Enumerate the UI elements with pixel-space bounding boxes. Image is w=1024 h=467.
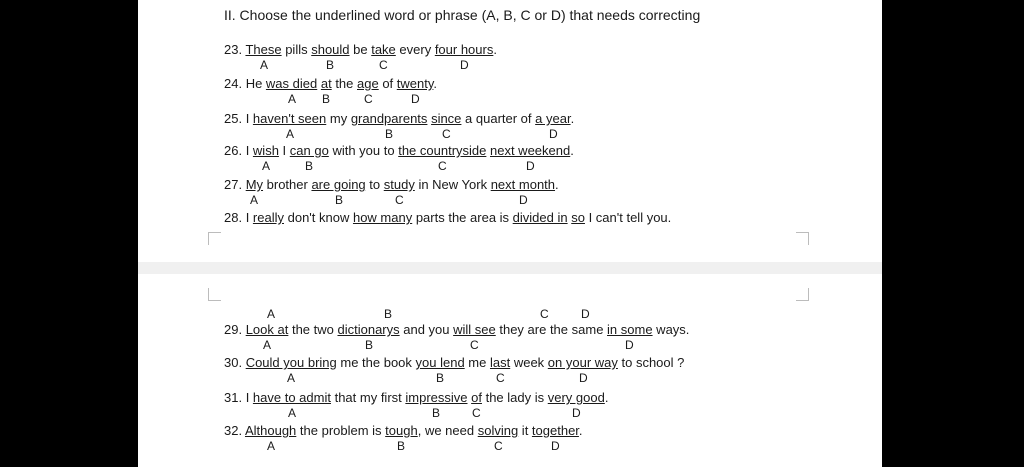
sentence-text: the [331, 76, 357, 91]
option-label: C [470, 338, 479, 352]
question-24 [224, 76, 437, 91]
sentence-text: . [493, 42, 497, 57]
underlined-option: so [571, 210, 585, 225]
sentence-text: I [245, 111, 253, 126]
underlined-option: at [320, 76, 332, 91]
option-label: B [365, 338, 374, 352]
option-label: B [305, 159, 314, 173]
question-number: 27. [224, 177, 246, 192]
underlined-option: a year [535, 111, 571, 126]
exercise-heading: II. Choose the underlined word or phrase (A, B, C or D) that needs correcting [224, 7, 701, 23]
sentence-text: don't know [284, 210, 353, 225]
underlined-option: twenty [396, 76, 434, 91]
option-label: C [438, 159, 447, 173]
underlined-option: Although [244, 423, 297, 438]
option-label: B [335, 193, 344, 207]
question-number: 26. [224, 143, 246, 158]
sentence-text: parts the area is [412, 210, 513, 225]
option-label: D [579, 371, 588, 385]
sentence-text: I [245, 210, 253, 225]
sentence-text: the lady is [481, 390, 548, 405]
underlined-option: together [531, 423, 579, 438]
option-label: D [551, 439, 560, 453]
question-29 [224, 322, 689, 337]
question-number: 28. [224, 210, 246, 225]
page-break [138, 262, 882, 274]
underlined-option: was died [265, 76, 318, 91]
sentence-text: He [245, 76, 266, 91]
underlined-option: dictionarys [337, 322, 400, 337]
sentence-text: , we need [417, 423, 478, 438]
sentence-text: they are the same [495, 322, 608, 337]
underlined-option: since [431, 111, 462, 126]
sentence-text: ways. [652, 322, 690, 337]
question-number: 31. [224, 390, 246, 405]
underlined-option: grandparents [350, 111, 428, 126]
option-label: C [364, 92, 373, 106]
sentence-text: that my first [330, 390, 406, 405]
underlined-option: how many [352, 210, 413, 225]
sentence-text: I [245, 143, 253, 158]
question-23 [224, 42, 497, 57]
sentence-text: . [604, 390, 609, 405]
option-label: B [385, 127, 394, 141]
page-corner-mark [208, 232, 221, 245]
sentence-text: me [464, 355, 490, 370]
option-label: C [494, 439, 503, 453]
page-corner-mark [796, 288, 809, 301]
sentence-text: week [510, 355, 548, 370]
underlined-option: the countryside [398, 143, 487, 158]
sentence-text: to [365, 177, 384, 192]
underlined-option: My [245, 177, 264, 192]
underlined-option: in some [607, 322, 653, 337]
sentence-text: I can't tell you. [584, 210, 672, 225]
sentence-text: every [395, 42, 435, 57]
underlined-option: solving [477, 423, 519, 438]
sentence-text: of [378, 76, 397, 91]
question-number: 30. [224, 355, 246, 370]
underlined-option: next month [490, 177, 556, 192]
underlined-option: age [357, 76, 379, 91]
question-28 [224, 210, 671, 225]
option-label: D [460, 58, 469, 72]
q29-top-label: D [581, 307, 590, 321]
underlined-option: Could you bring [245, 355, 337, 370]
option-label: C [395, 193, 404, 207]
option-label: A [288, 406, 297, 420]
underlined-option: take [371, 42, 396, 57]
sentence-text: . [433, 76, 438, 91]
underlined-option: haven't seen [252, 111, 327, 126]
question-30 [224, 355, 684, 370]
sentence-text: . [555, 177, 559, 192]
underlined-option: can go [289, 143, 329, 158]
sentence-text: be [349, 42, 372, 57]
underlined-option: on your way [547, 355, 618, 370]
option-label: D [549, 127, 558, 141]
underlined-option: last [489, 355, 511, 370]
underlined-option: tough [385, 423, 418, 438]
option-label: B [322, 92, 331, 106]
sentence-text: with you to [328, 143, 399, 158]
option-label: A [262, 159, 271, 173]
option-label: D [625, 338, 634, 352]
worksheet-page [138, 0, 882, 467]
sentence-text: it [518, 423, 532, 438]
option-label: B [326, 58, 335, 72]
question-number: 32. [224, 423, 245, 438]
underlined-option: next weekend [490, 143, 571, 158]
page-corner-mark [796, 232, 809, 245]
q29-top-label: C [540, 307, 549, 321]
option-label: A [267, 439, 276, 453]
option-label: D [411, 92, 420, 106]
option-label: A [260, 58, 269, 72]
underlined-option: are going [311, 177, 366, 192]
question-number: 29. [224, 322, 246, 337]
underlined-option: study [383, 177, 415, 192]
q29-top-label: A [267, 307, 276, 321]
option-label: B [397, 439, 406, 453]
underlined-option: of [471, 390, 482, 405]
underlined-option: will see [453, 322, 496, 337]
option-label: A [263, 338, 272, 352]
underlined-option: four hours [434, 42, 494, 57]
underlined-option: very good [547, 390, 605, 405]
underlined-option: wish [252, 143, 279, 158]
underlined-option: really [252, 210, 284, 225]
underlined-option: you lend [415, 355, 465, 370]
underlined-option: divided in [512, 210, 568, 225]
option-label: A [287, 371, 296, 385]
sentence-text: . [578, 423, 583, 438]
sentence-text: the two [288, 322, 338, 337]
sentence-text: . [570, 143, 574, 158]
question-number: 24. [224, 76, 246, 91]
question-25 [224, 111, 574, 126]
option-label: B [432, 406, 441, 420]
question-32 [224, 423, 583, 438]
option-label: A [288, 92, 297, 106]
option-label: B [436, 371, 445, 385]
sentence-text: and you [399, 322, 454, 337]
underlined-option: These [245, 42, 282, 57]
underlined-option: should [311, 42, 350, 57]
option-label: C [472, 406, 481, 420]
q29-top-label: B [384, 307, 393, 321]
underlined-option: have to admit [252, 390, 331, 405]
option-label: A [286, 127, 295, 141]
sentence-text: to school ? [617, 355, 685, 370]
option-label: D [519, 193, 528, 207]
underlined-option: impressive [405, 390, 468, 405]
option-label: D [572, 406, 581, 420]
question-number: 25. [224, 111, 246, 126]
option-label: D [526, 159, 535, 173]
page-corner-mark [208, 288, 221, 301]
sentence-text: a quarter of [461, 111, 536, 126]
sentence-text: me the book [336, 355, 416, 370]
underlined-option: Look at [245, 322, 289, 337]
question-number: 23. [224, 42, 246, 57]
sentence-text: pills [281, 42, 312, 57]
option-label: C [442, 127, 451, 141]
option-label: C [379, 58, 388, 72]
sentence-text: brother [263, 177, 312, 192]
option-label: C [496, 371, 505, 385]
option-label: A [250, 193, 259, 207]
sentence-text: in New York [414, 177, 491, 192]
sentence-text: . [570, 111, 575, 126]
question-31 [224, 390, 608, 405]
sentence-text: the problem is [296, 423, 386, 438]
question-26 [224, 143, 574, 158]
question-27 [224, 177, 559, 192]
sentence-text: I [278, 143, 290, 158]
sentence-text: my [326, 111, 351, 126]
sentence-text: I [245, 390, 253, 405]
